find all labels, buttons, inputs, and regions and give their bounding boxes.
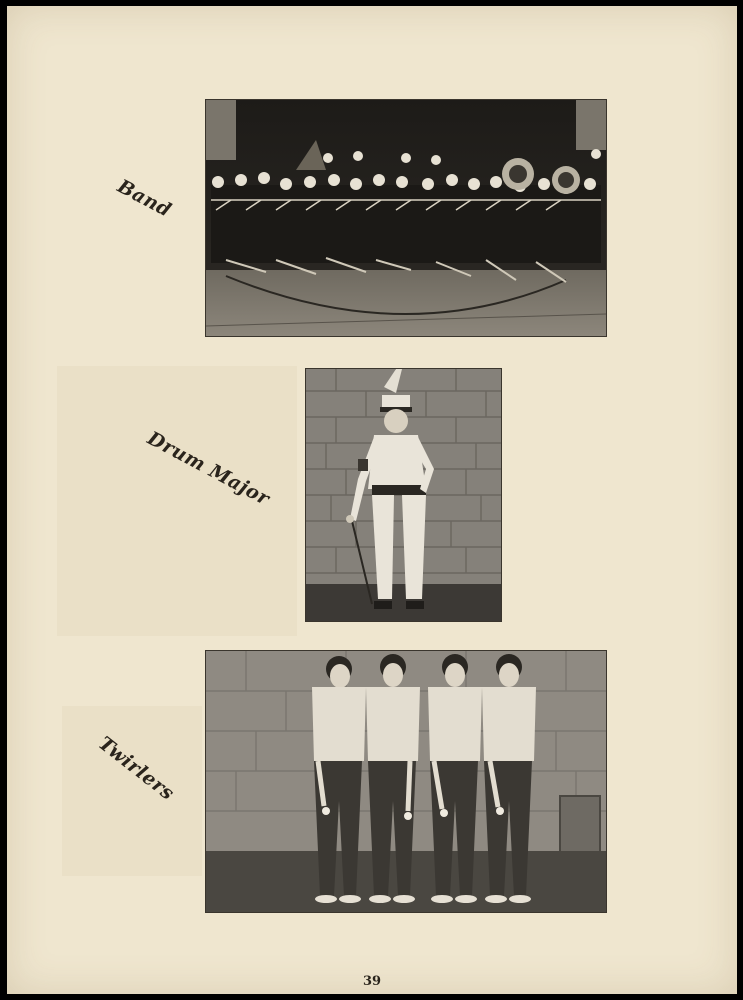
page-number: 39 — [362, 974, 382, 989]
band-photo — [205, 99, 607, 337]
bleed-through-shadow — [62, 706, 202, 876]
band-caption: Band — [113, 175, 175, 222]
drum-major-caption: Drum Major — [143, 427, 274, 511]
yearbook-page — [7, 6, 737, 994]
drum-major-photo — [305, 368, 502, 622]
drum-major-photo-icon — [306, 369, 501, 621]
twirlers-photo-icon — [206, 651, 606, 912]
band-photo-icon — [206, 100, 606, 336]
twirlers-caption: Twirlers — [94, 732, 179, 805]
twirlers-photo — [205, 650, 607, 913]
